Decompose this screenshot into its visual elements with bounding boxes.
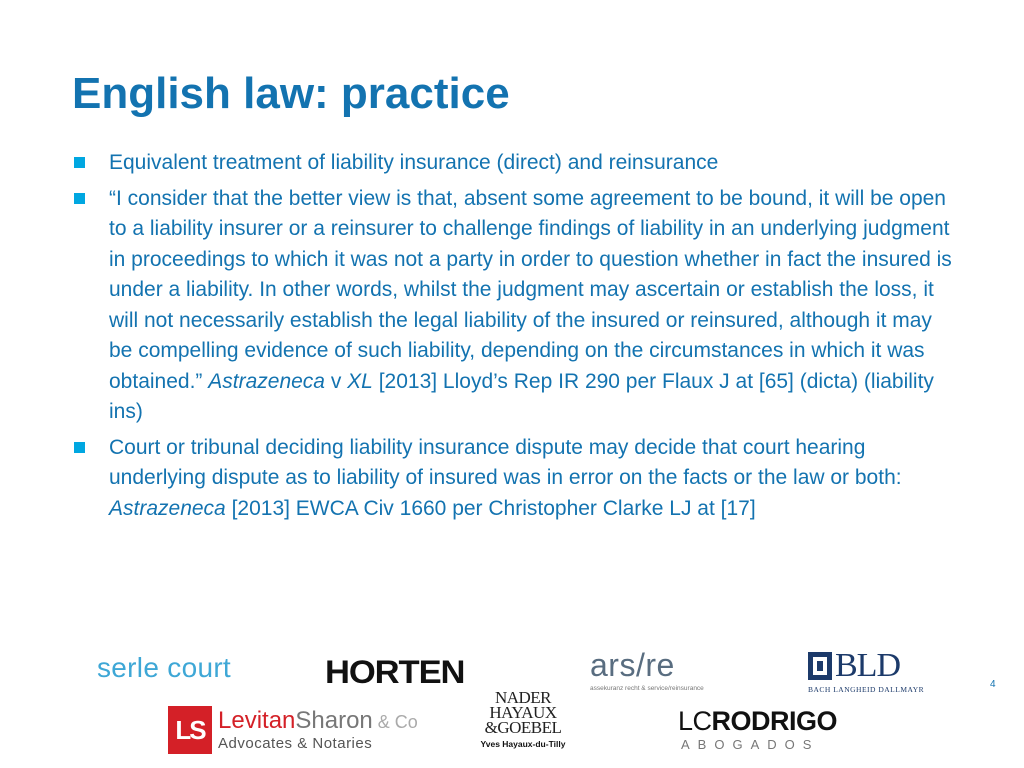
case-citation: [2013] Lloyd’s Rep IR 290 per Flaux J at [65] (dicta) (liability ins) [109,369,934,423]
nhg-logo-mark: NADER HAYAUX &GOEBEL [484,688,562,737]
levitan-sharon-logo [168,706,418,754]
case-party-name: Astrazeneca [208,369,325,393]
slide-title: English law: practice [72,69,510,118]
nhg-logo-subtitle: Yves Hayaux-du-Tilly [480,739,566,749]
square-bullet-icon [74,193,85,204]
bullet-list [72,148,952,529]
judgment-quote: “I consider that the better view is that, absent some agreement to be bound, it will be open to a liability insurer or a reinsurer to challenge findings of liability in an underlying judgment in proceedings to which it was not a party in order to question whether in fact the insured is under a liability. In other words, whilst the judgment may ascertain or establish the loss, it will not necessarily establish the legal liability of the insured or reinsured, although it may be compelling evidence of such liability, depending on the circumstances in which it was obtained.” [109,186,952,393]
horten-logo [325,654,464,691]
square-bullet-icon [74,157,85,168]
serle-court-logo [97,652,231,684]
serle-court-logo-text: serle court [97,652,232,683]
arsre-logo [590,648,704,692]
case-versus: v [330,369,342,393]
bld-logo [808,647,925,694]
bld-emblem-icon [808,652,832,680]
levitan-sharon-name: LevitanSharon & Co [218,707,418,734]
case-citation: [2013] EWCA Civ 1660 per Christopher Clarke LJ at [17] [231,496,756,520]
bullet-item [72,433,952,525]
lc-rodrigo-logo [678,707,837,752]
ls-emblem-icon: LS [168,706,212,754]
arsre-logo-subtitle: assekuranz recht & service/reinsurance [590,685,704,692]
bullet-text: Equivalent treatment of liability insurance (direct) and reinsurance [109,151,719,174]
case-party-name: XL [347,369,373,393]
nader-hayaux-goebel-logo [468,690,578,749]
bld-logo-subtitle: BACH LANGHEID DALLMAYR [808,685,925,694]
bullet-item [72,184,952,428]
bullet-item [72,148,952,179]
lc-rodrigo-name: LCRODRIGO [678,706,838,736]
horten-logo-text: HORTEN [325,654,465,690]
levitan-sharon-tagline: Advocates & Notaries [218,735,373,752]
square-bullet-icon [74,442,85,453]
case-name: Astrazeneca [109,496,226,520]
arsre-logo-text: ars/re [590,647,675,683]
bullet-text: Court or tribunal deciding liability insurance dispute may decide that court hearing underlying dispute as to liability of insured was in error on the facts or the law or both: [109,435,902,489]
bld-logo-text: BLD [835,647,900,684]
lc-rodrigo-subtitle: ABOGADOS [681,737,820,752]
page-number: 4 [990,679,996,690]
